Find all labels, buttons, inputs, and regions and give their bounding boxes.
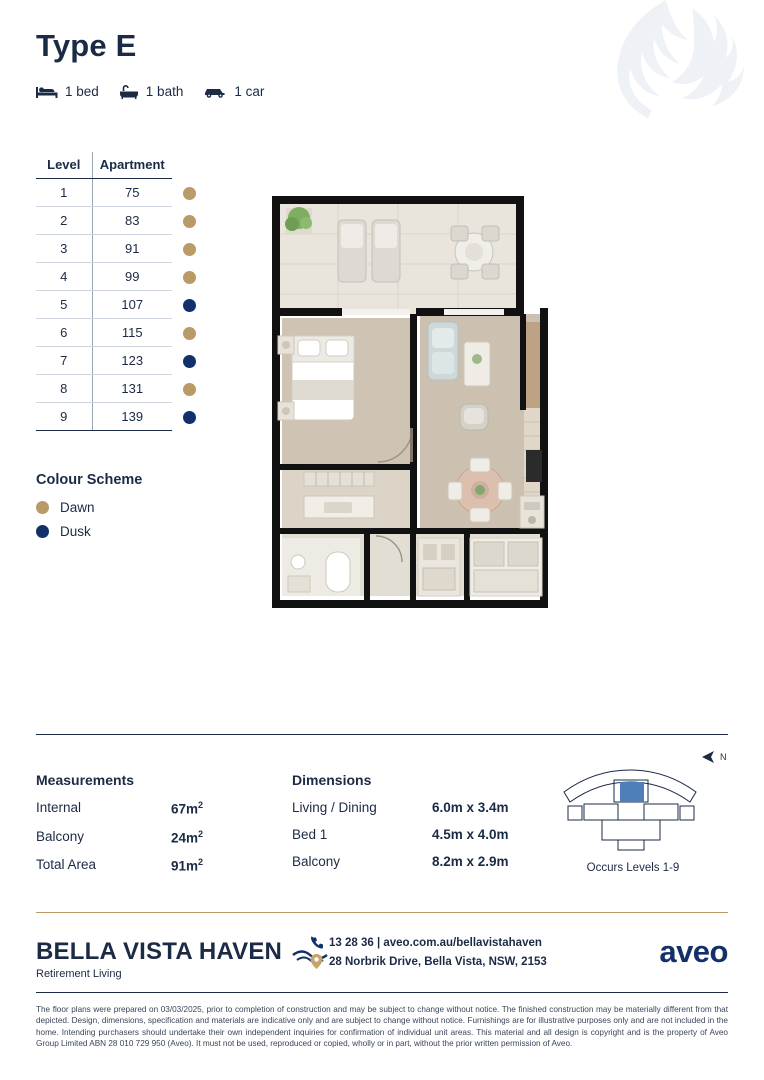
column-header-scheme	[172, 152, 206, 179]
cell-apartment: 99	[92, 263, 172, 291]
cell-scheme	[172, 235, 206, 263]
dimension-row-living	[292, 800, 542, 815]
table-row	[36, 235, 206, 263]
scheme-dot-dawn	[183, 215, 196, 228]
divider-bottom	[36, 992, 728, 993]
measurements-list	[36, 800, 266, 886]
table-row	[36, 403, 206, 431]
scheme-dot-dusk	[183, 299, 196, 312]
spec-car	[203, 84, 264, 99]
cell-scheme	[172, 347, 206, 375]
dimension-label: Balcony	[292, 854, 341, 869]
unit-specs	[36, 84, 264, 99]
scheme-dot-dusk	[36, 525, 49, 538]
measurement-value	[171, 800, 203, 817]
dimension-value: 6.0m x 3.4m	[432, 800, 509, 815]
disclaimer-text: The floor plans were prepared on 03/03/2025, prior to completion of construction and may be subject to change without notice. The finished construction may be materially different from that depicted. Design, dimensions, specification and materials are indicative only and are subject to change without notice. Furnishings are for illustrative purposes only and are not included in the home. Intending purchasers should undertake their own independent inquiries for confirmation of individual unit areas. This material and all design is copyright and is the property of Aveo Group Limited ABN 28 010 729 950 (Aveo). It must not be used, reproduced or copied, wholly or in part, without the prior written permission of Aveo.	[36, 1005, 728, 1048]
brand-name: BELLA VISTA HAVEN	[36, 938, 283, 965]
bed-icon	[36, 85, 58, 99]
bath-icon	[119, 85, 139, 99]
table-row	[36, 291, 206, 319]
bird-watermark-icon	[596, 0, 746, 140]
cell-level: 4	[36, 263, 92, 291]
cell-level: 9	[36, 403, 92, 431]
measurement-row-internal	[36, 800, 266, 817]
dimension-label: Living / Dining	[292, 800, 377, 815]
floor-plan-drawing	[268, 196, 558, 640]
cell-level: 8	[36, 375, 92, 403]
scheme-dot-dusk	[183, 411, 196, 424]
cell-apartment: 75	[92, 179, 172, 207]
phone-icon	[310, 936, 323, 949]
key-plan	[558, 762, 708, 859]
contact-block	[310, 936, 547, 974]
contact-phone-web-label: 13 28 36 | aveo.com.au/bellavistahaven	[329, 936, 542, 949]
measurement-row-total	[36, 857, 266, 874]
table-row	[36, 207, 206, 235]
scheme-dot-dawn	[183, 383, 196, 396]
measurement-label: Internal	[36, 800, 82, 815]
measurement-unit: 2	[198, 857, 204, 867]
spec-bath	[119, 84, 184, 99]
colour-scheme-item-dawn	[36, 500, 95, 515]
cell-level: 2	[36, 207, 92, 235]
colour-scheme-list	[36, 500, 95, 548]
colour-scheme-label: Dusk	[60, 524, 91, 539]
cell-level: 6	[36, 319, 92, 347]
cell-apartment: 83	[92, 207, 172, 235]
column-header-apartment: Apartment	[92, 152, 172, 179]
spec-bath-label: 1 bath	[145, 84, 184, 99]
table-row	[36, 375, 206, 403]
measurement-number: 67m	[171, 801, 199, 817]
measurement-row-balcony	[36, 829, 266, 846]
scheme-dot-dawn	[36, 501, 49, 514]
level-apartment-table	[36, 152, 206, 431]
dimension-value: 4.5m x 4.0m	[432, 827, 509, 842]
contact-address	[310, 954, 547, 969]
key-plan-caption: Occurs Levels 1-9	[586, 862, 680, 874]
cell-scheme	[172, 319, 206, 347]
spec-car-label: 1 car	[234, 84, 265, 99]
contact-phone-web[interactable]	[310, 936, 547, 949]
divider-gold	[36, 912, 728, 913]
colour-scheme-title: Colour Scheme	[36, 472, 143, 488]
scheme-dot-dawn	[183, 271, 196, 284]
cell-apartment: 139	[92, 403, 172, 431]
car-icon	[203, 85, 227, 99]
cell-level: 3	[36, 235, 92, 263]
measurement-value	[171, 857, 203, 874]
measurement-number: 24m	[171, 830, 199, 845]
cell-apartment: 115	[92, 319, 172, 347]
table-header-row	[36, 152, 206, 179]
column-header-level: Level	[36, 152, 92, 179]
dimension-row-balcony	[292, 854, 542, 869]
page-title: Type E	[36, 28, 137, 63]
cell-scheme	[172, 263, 206, 291]
table-row	[36, 347, 206, 375]
dimension-row-bed1	[292, 827, 542, 842]
cell-level: 1	[36, 179, 92, 207]
scheme-dot-dawn	[183, 243, 196, 256]
dimensions-list	[292, 800, 542, 881]
divider-top	[36, 734, 728, 735]
table-row	[36, 263, 206, 291]
cell-scheme	[172, 403, 206, 431]
measurement-label: Balcony	[36, 828, 85, 844]
cell-apartment: 131	[92, 375, 172, 403]
measurement-number: 91m	[171, 858, 199, 874]
spec-bed-label: 1 bed	[65, 84, 99, 99]
aveo-logo: aveo	[659, 934, 728, 969]
measurements-title: Measurements	[36, 772, 135, 788]
colour-scheme-label: Dawn	[60, 500, 95, 515]
north-label: N	[720, 752, 727, 762]
brand-tagline: Retirement Living	[36, 968, 122, 980]
cell-level: 7	[36, 347, 92, 375]
cell-apartment: 91	[92, 235, 172, 263]
measurement-unit: 2	[198, 828, 204, 839]
colour-scheme-item-dusk	[36, 524, 95, 539]
contact-address-label: 28 Norbrik Drive, Bella Vista, NSW, 2153	[329, 955, 547, 968]
spec-bed	[36, 84, 99, 99]
cell-scheme	[172, 207, 206, 235]
cell-scheme	[172, 291, 206, 319]
dimensions-title: Dimensions	[292, 772, 372, 788]
dimension-label: Bed 1	[292, 827, 328, 842]
scheme-dot-dawn	[183, 187, 196, 200]
measurement-unit: 2	[198, 800, 204, 810]
cell-apartment: 107	[92, 291, 172, 319]
location-pin-icon	[310, 954, 323, 969]
cell-apartment: 123	[92, 347, 172, 375]
scheme-dot-dawn	[183, 327, 196, 340]
table-row	[36, 319, 206, 347]
scheme-dot-dusk	[183, 355, 196, 368]
dimension-value: 8.2m x 2.9m	[432, 854, 509, 869]
cell-level: 5	[36, 291, 92, 319]
brand-block	[36, 938, 328, 980]
table-row	[36, 179, 206, 207]
cell-scheme	[172, 179, 206, 207]
measurement-value	[171, 829, 203, 846]
cell-scheme	[172, 375, 206, 403]
measurement-label: Total Area	[36, 857, 97, 872]
